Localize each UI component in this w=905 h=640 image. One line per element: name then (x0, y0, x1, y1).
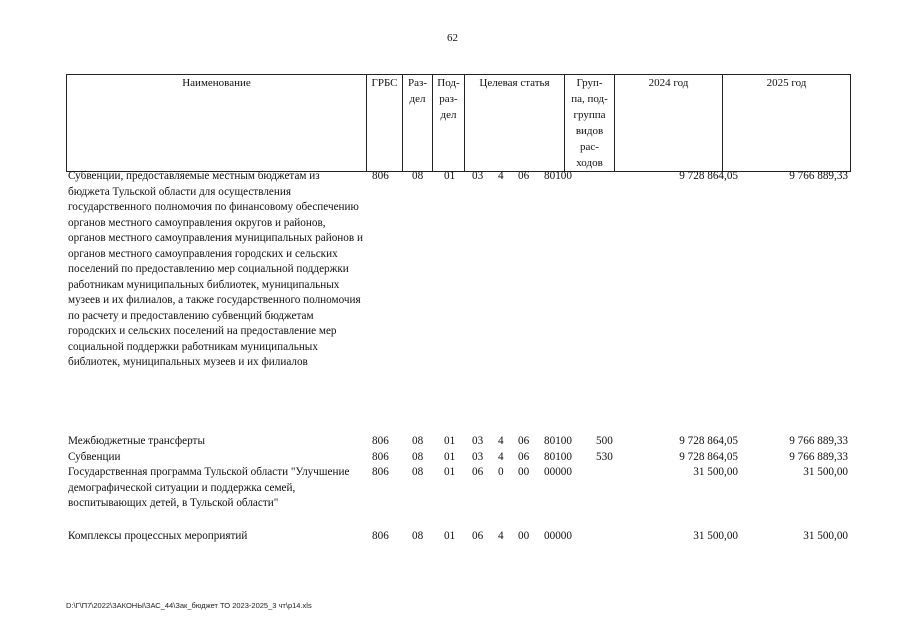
header-celevaya-statya: Целевая статья (465, 75, 565, 172)
row-value-2025: 9 766 889,33 (789, 435, 848, 447)
row-cs-type: 4 (498, 451, 504, 463)
row-value-2025: 31 500,00 (803, 466, 848, 478)
row-cs-program: 03 (472, 435, 484, 447)
row-value-2024: 31 500,00 (693, 530, 738, 542)
row-cs-type: 4 (498, 170, 504, 182)
row-name: Субвенции, предоставляемые местным бюджетам из бюджета Тульской области для осуществления государственного полномочия по финансовому обеспечению органов местного самоуправления округов и районов, органов местного самоуправления муниципальных районов и органов местного самоуправления городских и сельских поселений по предоставлению мер социальной поддержки работникам муниципальных библиотек, муниципальных музеев и их филиалов, а также государственного полномочия по расчету и предоставлению субвенций бюджетам городских и сельских поселений на предоставление мер социальной поддержки работникам муниципальных библиотек, муниципальных музеев и их филиалов (68, 170, 363, 368)
row-value-2025: 9 766 889,33 (789, 451, 848, 463)
row-cs-program: 03 (472, 170, 484, 182)
row-podrazdel: 01 (444, 466, 456, 478)
row-name: Субвенции (68, 451, 121, 463)
row-name: Межбюджетные трансферты (68, 435, 205, 447)
header-year-2025: 2025 год (723, 75, 851, 172)
row-razdel: 08 (412, 530, 424, 542)
row-razdel: 08 (412, 170, 424, 182)
row-razdel: 08 (412, 466, 424, 478)
row-cs-program: 06 (472, 530, 484, 542)
row-value-2024: 9 728 864,05 (679, 435, 738, 447)
row-value-2025: 31 500,00 (803, 530, 848, 542)
row-vr: 500 (596, 435, 613, 447)
row-cs-direction: 80100 (544, 170, 572, 182)
row-cs-main: 00 (518, 466, 530, 478)
row-grbs: 806 (372, 466, 389, 478)
row-podrazdel: 01 (444, 451, 456, 463)
page-number: 62 (447, 32, 458, 44)
row-razdel: 08 (412, 435, 424, 447)
row-podrazdel: 01 (444, 170, 456, 182)
table-header (66, 74, 851, 172)
row-grbs: 806 (372, 435, 389, 447)
header-gruppa-vidov: Груп- па, под- группа видов рас- ходов (565, 75, 615, 172)
row-cs-main: 00 (518, 530, 530, 542)
row-razdel: 08 (412, 451, 424, 463)
row-value-2025: 9 766 889,33 (789, 170, 848, 182)
row-name: Комплексы процессных мероприятий (68, 530, 248, 542)
row-grbs: 806 (372, 170, 389, 182)
row-cs-direction: 00000 (544, 466, 572, 478)
row-cs-direction: 00000 (544, 530, 572, 542)
row-cs-type: 4 (498, 435, 504, 447)
row-podrazdel: 01 (444, 435, 456, 447)
row-cs-program: 03 (472, 451, 484, 463)
row-value-2024: 9 728 864,05 (679, 451, 738, 463)
row-cs-direction: 80100 (544, 451, 572, 463)
row-vr: 530 (596, 451, 613, 463)
header-podrazdel: Под- раз- дел (433, 75, 465, 172)
header-razdel: Раз- дел (403, 75, 433, 172)
row-grbs: 806 (372, 530, 389, 542)
row-cs-type: 0 (498, 466, 504, 478)
header-name: Наименование (67, 75, 367, 172)
row-cs-program: 06 (472, 466, 484, 478)
row-cs-main: 06 (518, 170, 530, 182)
row-grbs: 806 (372, 451, 389, 463)
row-value-2024: 9 728 864,05 (679, 170, 738, 182)
footer-file-path: D:\Г\П7\2022\ЗАКОНЫ\ЗАС_44\Зак_бюджет ТО 2023-2025_3 чт\р14.xls (66, 601, 312, 610)
row-podrazdel: 01 (444, 530, 456, 542)
row-name: Государственная программа Тульской области "Улучшение демографической ситуации и поддержка семей, воспитывающих детей, в Тульской области" (68, 466, 350, 509)
row-cs-direction: 80100 (544, 435, 572, 447)
row-cs-type: 4 (498, 530, 504, 542)
row-value-2024: 31 500,00 (693, 466, 738, 478)
row-cs-main: 06 (518, 435, 530, 447)
header-year-2024: 2024 год (615, 75, 723, 172)
row-cs-main: 06 (518, 451, 530, 463)
header-grbs: ГРБС (367, 75, 403, 172)
